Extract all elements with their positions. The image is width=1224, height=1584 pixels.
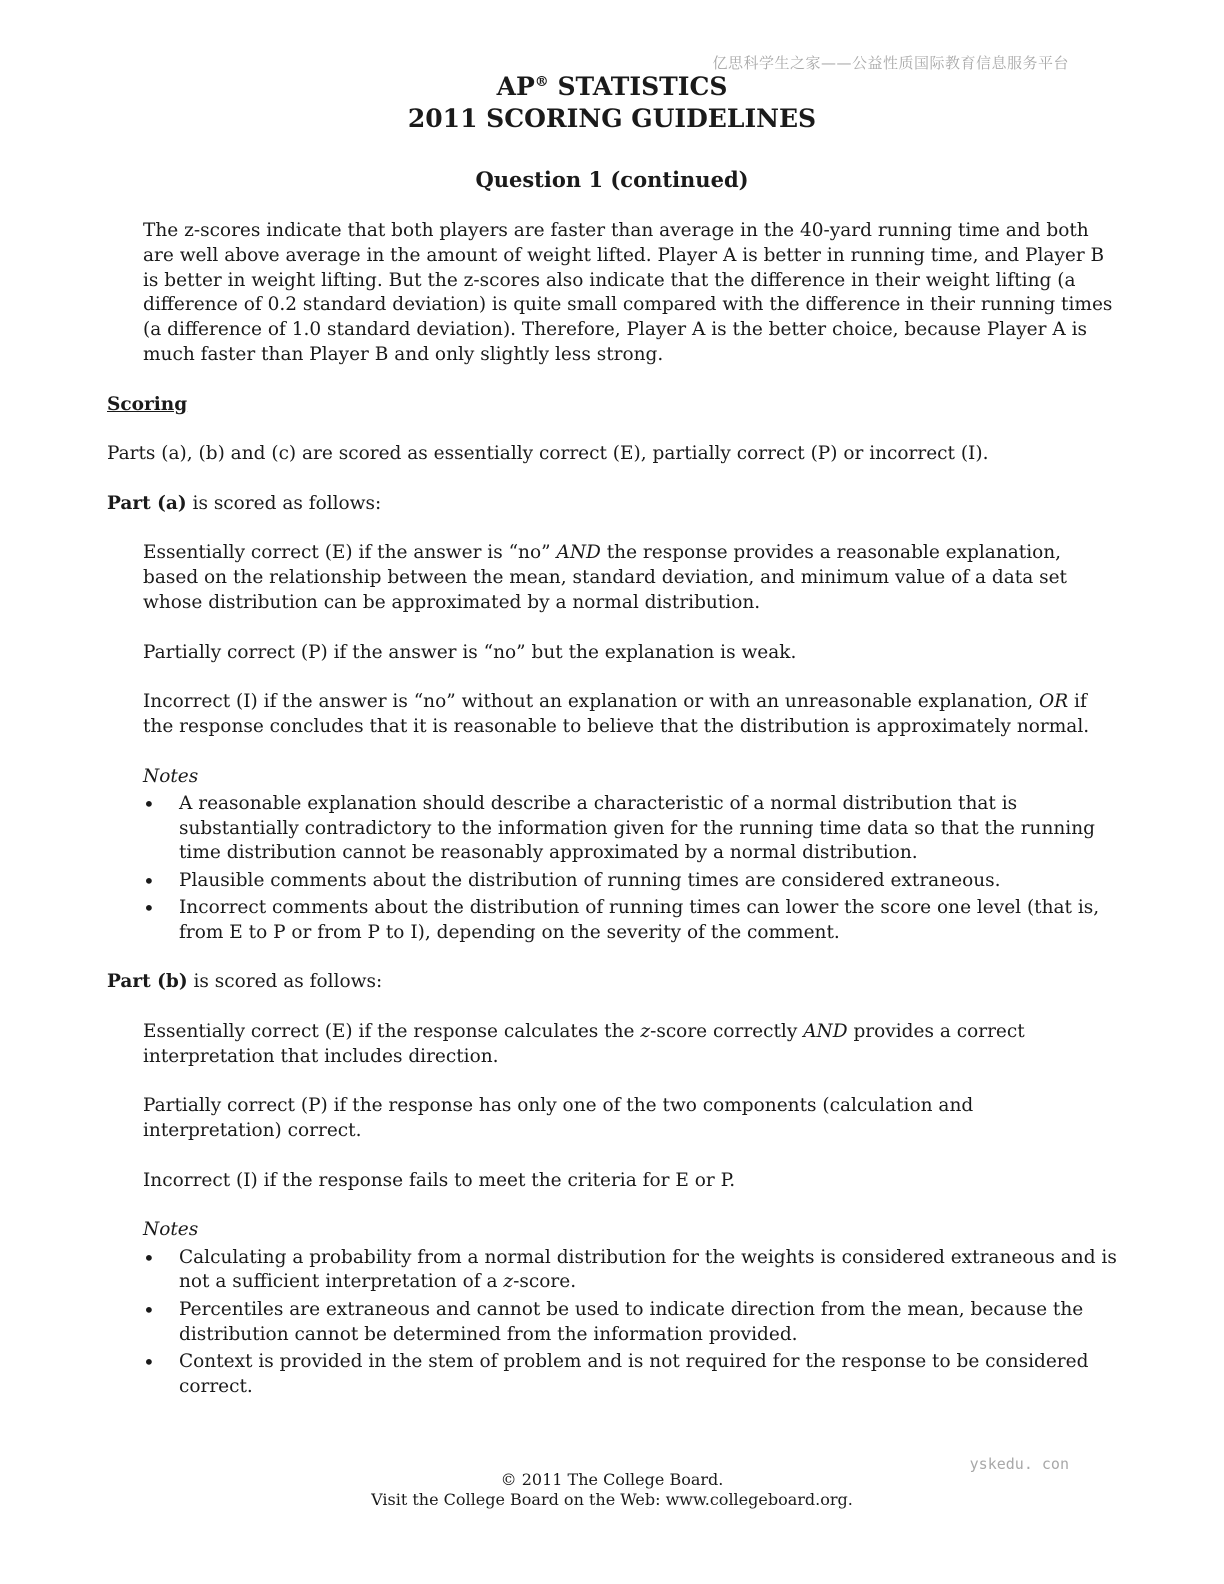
list-item: • Incorrect comments about the distribution of running times can lower the score one level (that is, from E to P or from P to I), depending on the severity of the comment. — [143, 896, 1117, 946]
registered-mark: ® — [534, 74, 549, 90]
list-item: • Percentiles are extraneous and cannot be used to indicate direction from the mean, because the distribution cannot be determined from the information provided. — [143, 1298, 1117, 1348]
part-a-incorrect — [143, 690, 1117, 740]
part-a-notes-list — [143, 792, 1117, 946]
copyright-text: © 2011 The College Board. — [500, 1470, 724, 1489]
part-a-e-text-2: the response provides a reasonable explanation, based on the relationship between the mean, standard deviation, and minimum value of a data set whose distribution can be approximated by a normal distribution. — [143, 542, 1067, 613]
part-b-e-text-2: provides a correct interpretation that includes direction. — [143, 1021, 1025, 1067]
part-a-notes-label: Notes — [143, 765, 199, 787]
part-a-i-text: Incorrect (I) if the answer is “no” without an explanation or with an unreasonable explanation, — [143, 691, 1040, 713]
part-a-essentially-correct — [143, 541, 1117, 615]
question-heading: Question 1 (continued) — [475, 167, 749, 192]
scoring-heading-text: Scoring — [107, 393, 188, 415]
part-b-incorrect: Incorrect (I) if the response fails to meet the criteria for E or P. — [143, 1169, 736, 1191]
watermark-bottom: yskedu. con — [969, 1455, 1069, 1473]
part-b-notes-list — [143, 1246, 1117, 1400]
part-b-essentially-correct — [143, 1020, 1117, 1070]
list-item — [143, 1246, 1117, 1296]
part-b-partially-correct: Partially correct (P) if the response has only one of the two components (calculation and interpretation) correct. — [143, 1095, 974, 1142]
part-a-label: Part (a) — [107, 492, 187, 514]
part-a-e-and: AND — [556, 542, 601, 564]
document-title — [0, 72, 1224, 101]
part-a-i-or: OR — [1039, 691, 1069, 713]
part-b-label: Part (b) — [107, 971, 188, 993]
part-a-partially-correct: Partially correct (P) if the answer is “no” but the explanation is weak. — [143, 641, 797, 663]
part-b-label-suffix: is scored as follows: — [187, 971, 383, 993]
part-b-e-z: z — [640, 1021, 651, 1042]
page-footer — [0, 1470, 1224, 1510]
note-text: Calculating a probability from a normal distribution for the weights is considered extraneous and is not a sufficient interpretation of a — [179, 1246, 1117, 1293]
note-text-2: -score. — [513, 1271, 577, 1293]
title-suffix: STATISTICS — [548, 72, 728, 101]
part-b-e-text: Essentially correct (E) if the response calculates the — [143, 1021, 641, 1042]
part-b-e-and: AND — [803, 1021, 848, 1042]
title-prefix: AP — [496, 72, 535, 101]
part-a-e-text: Essentially correct (E) if the answer is “no” — [143, 542, 557, 564]
list-item: • Plausible comments about the distribution of running times are considered extraneous. — [143, 869, 1117, 894]
intro-paragraph: The z-scores indicate that both players are faster than average in the 40-yard running time and both are well above average in the amount of weight lifted. Player A is better in running time, and Player B is better in weight lifting. But the z-scores also indicate that the difference in their weight lifting (a difference of 0.2 standard deviation) is quite small compared with the difference in their running times (a difference of 1.0 standard deviation). Therefore, Player A is the better choice, because Player A is much faster than Player B and only slightly less strong. — [143, 220, 1113, 365]
list-item: • A reasonable explanation should describe a characteristic of a normal distribution that is substantially contradictory to the information given for the running time data so that the running time distribution cannot be reasonably approximated by a normal distribution. — [143, 792, 1117, 866]
document-subtitle: 2011 SCORING GUIDELINES — [407, 104, 817, 133]
list-item: • Context is provided in the stem of problem and is not required for the response to be considered correct. — [143, 1350, 1117, 1400]
scoring-overview: Parts (a), (b) and (c) are scored as essentially correct (E), partially correct (P) or incorrect (I). — [107, 443, 989, 465]
watermark-top: 亿思科学生之家——公益性质国际教育信息服务平台 — [712, 54, 1069, 72]
note-z: z — [503, 1271, 514, 1293]
main-content — [107, 219, 1117, 1399]
visit-text: Visit the College Board on the Web: www.collegeboard.org. — [371, 1490, 853, 1509]
part-b-notes-label: Notes — [143, 1219, 199, 1241]
part-b-e-mid: -score correctly — [650, 1021, 804, 1042]
part-a-i-text-2: if the response concludes that it is reasonable to believe that the distribution is approximately normal. — [143, 691, 1090, 737]
scoring-heading — [107, 393, 1117, 418]
part-b-heading — [107, 970, 1117, 995]
part-a-heading — [107, 492, 1117, 517]
part-a-label-suffix: is scored as follows: — [186, 492, 382, 514]
